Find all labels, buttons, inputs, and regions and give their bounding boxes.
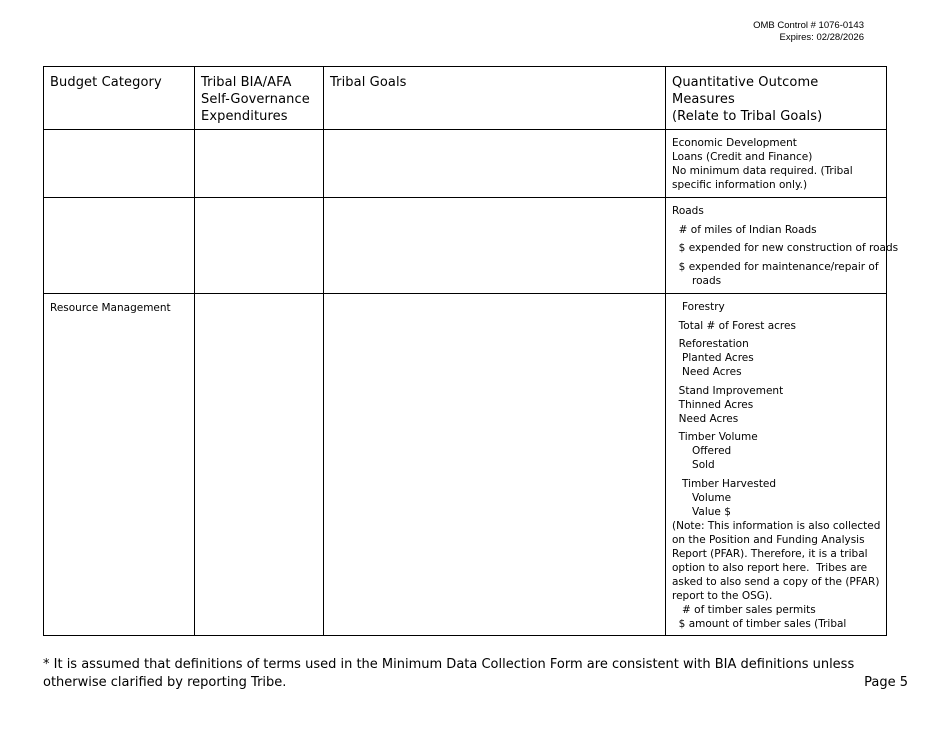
measure-line: option to also report here. Tribes are (672, 561, 868, 574)
footnote: * It is assumed that definitions of terms used in the Minimum Data Collection Form are consistent with BIA definitions unless otherwise clarified by reporting Tribe. (43, 657, 855, 690)
measure-line: # of miles of Indian Roads (672, 223, 817, 236)
measure-line: Reforestation (672, 338, 749, 350)
omb-control-number: OMB Control # 1076-0143 (753, 20, 864, 31)
budget-category-cell (44, 130, 194, 137)
minimum-data-collection-table (43, 66, 899, 636)
measure-line: Forestry (672, 301, 725, 313)
measure-line: Thinned Acres (672, 398, 754, 411)
budget-category-cell (44, 198, 194, 205)
omb-control-block (753, 20, 864, 44)
measure-line: Sold (672, 459, 715, 471)
expenditures-cell (195, 294, 324, 636)
column-header-line: Expenditures (201, 109, 288, 124)
tribal-goals-cell (324, 130, 666, 198)
column-header-budget-category (44, 67, 194, 91)
measure-line: Total # of Forest acres (672, 319, 796, 332)
table-row (44, 294, 887, 636)
measure-line: No minimum data required. (Tribal (672, 165, 853, 177)
measure-line: Value $ (672, 505, 731, 518)
outcome-measures-cell (666, 294, 886, 631)
column-header-line: Budget Category (50, 75, 162, 90)
outcome-measures-cell (666, 198, 899, 288)
measure-line: Stand Improvement (672, 384, 784, 397)
tribal-goals-cell (324, 198, 666, 294)
column-header-line: (Relate to Tribal Goals) (672, 109, 823, 124)
measure-line: asked to also send a copy of the (PFAR) (672, 575, 880, 588)
column-header-expenditures (195, 67, 323, 125)
column-header-line: Tribal BIA/AFA (201, 75, 292, 90)
measure-line: Roads (672, 205, 704, 217)
budget-category-cell: Resource Management (50, 302, 171, 314)
measure-line: # of timber sales permits (672, 603, 816, 616)
table-row (44, 130, 887, 198)
measure-line: Loans (Credit and Finance) (672, 151, 813, 163)
column-header-outcome-measures (666, 67, 886, 125)
measure-line: $ expended for maintenance/repair of (672, 260, 879, 273)
column-header-line: Quantitative Outcome Measures (672, 75, 819, 107)
table-row (44, 198, 887, 294)
expenditures-cell (195, 198, 324, 294)
measure-line: $ amount of timber sales (Tribal (672, 617, 847, 630)
outcome-measures-cell (666, 130, 886, 192)
measure-line: Planted Acres (672, 352, 754, 364)
measure-line: Offered (672, 445, 732, 457)
column-header-line: Tribal Goals (330, 75, 407, 90)
column-header-line: Self-Governance (201, 92, 310, 107)
expenditures-cell (195, 130, 324, 198)
measure-line: Need Acres (672, 366, 742, 378)
measure-line: Timber Harvested (672, 477, 777, 490)
table-header-row (44, 67, 887, 130)
omb-expiration-date: Expires: 02/28/2026 (779, 32, 864, 43)
column-header-tribal-goals (324, 67, 665, 91)
tribal-goals-cell (324, 294, 666, 636)
measure-line: Timber Volume (672, 431, 758, 443)
measure-line: roads (672, 274, 722, 287)
measure-line: specific information only.) (672, 179, 808, 191)
measure-line: Report (PFAR). Therefore, it is a tribal (672, 547, 868, 560)
measure-line: Volume (672, 491, 732, 504)
measure-line: Economic Development (672, 137, 797, 149)
measure-line: report to the OSG). (672, 589, 773, 602)
measure-line: Need Acres (672, 412, 739, 425)
measure-line: on the Position and Funding Analysis (672, 533, 865, 546)
page-number: Page 5 (864, 675, 908, 690)
measure-line: (Note: This information is also collected (672, 519, 881, 532)
measure-line: $ expended for new construction of roads (672, 242, 899, 254)
